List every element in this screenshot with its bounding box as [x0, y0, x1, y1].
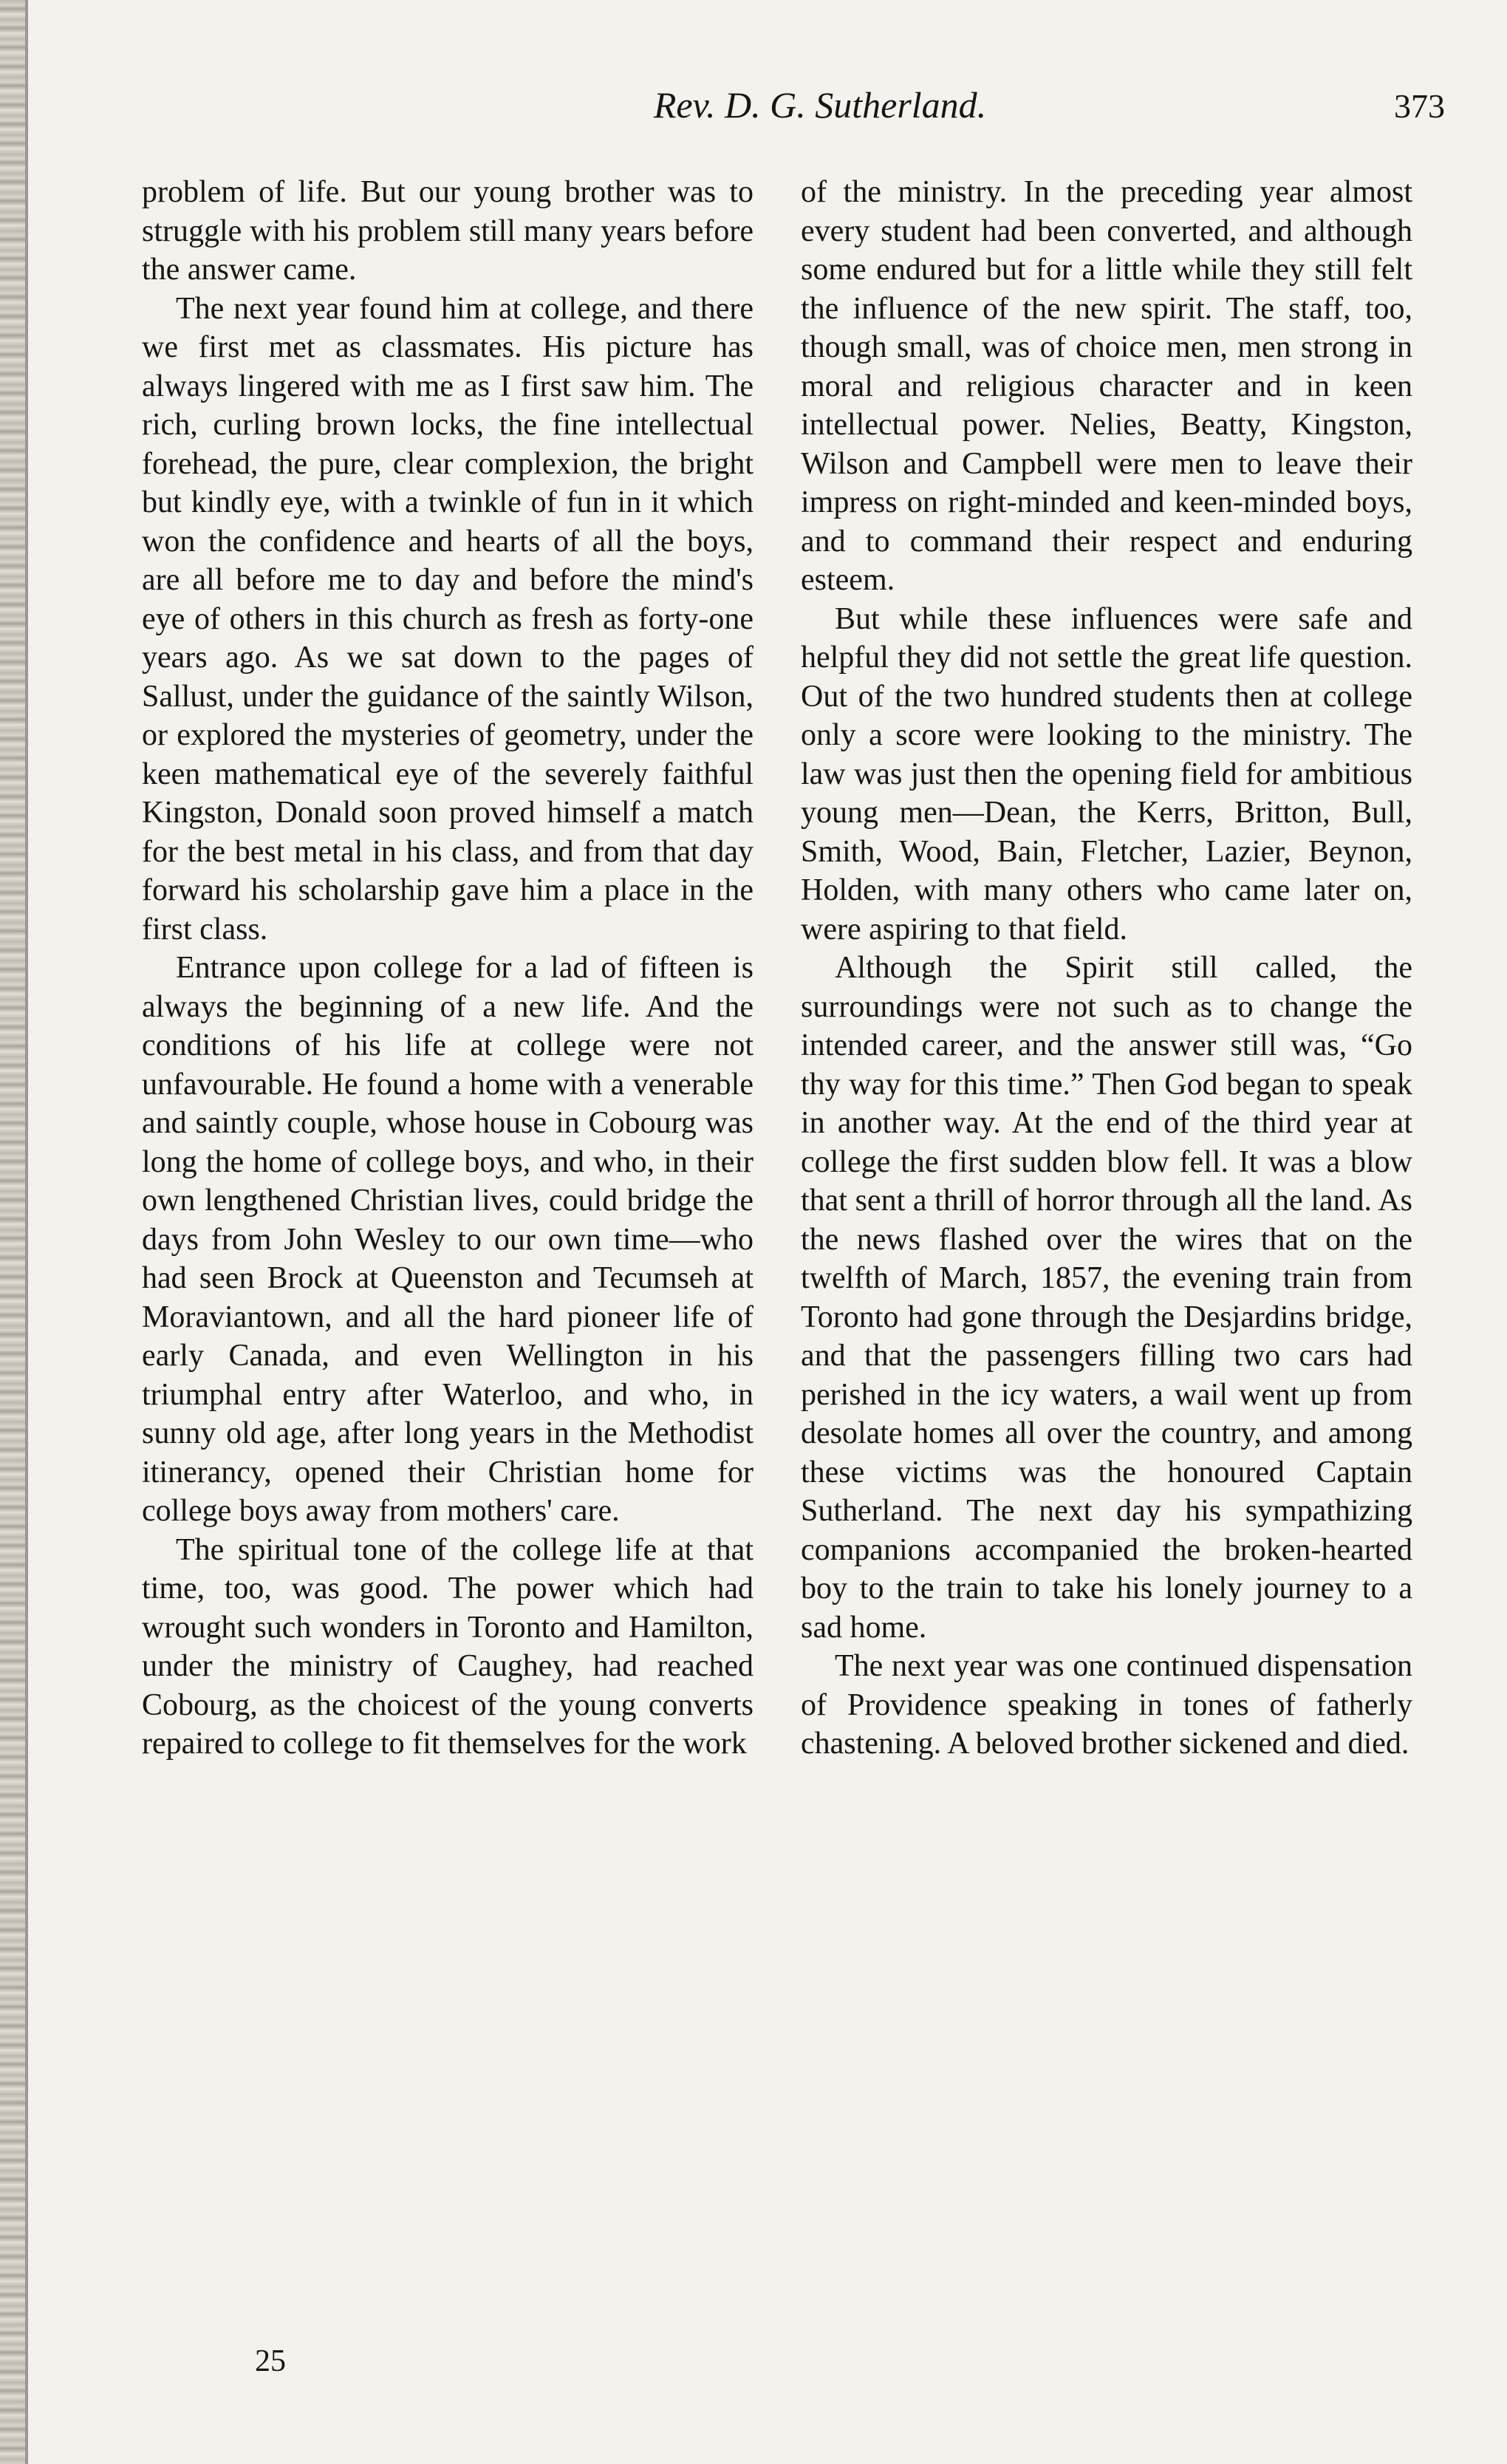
- paragraph: The next year found him at college, and there we first met as classmates. His picture has always lingered with me as I first saw him. The rich, curling brown locks, the fine intellectual forehead, the pure, clear complexion, the bright but kindly eye, with a twinkle of fun in it which won the confidence and hearts of all the boys, are all before me to day and before the mind's eye of others in this church as fresh as forty-one years ago. As we sat down to the pages of Sallust, under the guidance of the saintly Wilson, or explored the mysteries of geometry, under the keen mathematical eye of the severely faithful Kingston, Donald soon proved himself a match for the best metal in his class, and from that day forward his scholarship gave him a place in the first class.: [142, 291, 754, 946]
- paragraph: Entrance upon college for a lad of fifteen is always the beginning of a new life. And the conditions of his life at college were not unfavourable. He found a home with a venerable and saintly couple, whose house in Cobourg was long the home of college boys, and who, in their own lengthened Christian lives, could bridge the days from John Wesley to our own time—who had seen Brock at Queenston and Tecumseh at Moraviantown, and all the hard pioneer life of early Canada, and even Wellington in his triumphal entry after Waterloo, and who, in sunny old age, after long years in the Methodist itinerancy, opened their Christian home for college boys away from mothers' care.: [142, 951, 754, 1528]
- paragraph: But while these influences were safe and helpful they did not settle the great life question. Out of the two hundred students then at college only a score were looking to the ministry. The law was just then the opening field for ambitious young men—Dean, the Kerrs, Britton, Bull, Smith, Wood, Bain, Fletcher, Lazier, Beynon, Holden, with many others who came later on, were aspiring to that field.: [801, 601, 1412, 946]
- signature-mark: 25: [255, 2344, 286, 2378]
- paragraph: The spiritual tone of the college life at that time, too, was good. The power which had wrought such wonders in Toronto and Hamilton, under the ministry of Caughey, had reached Cobourg, as the choicest of the young converts repaired to college to fit themselves for the work: [142, 1532, 754, 1761]
- page-number: 373: [1394, 87, 1445, 125]
- right-column: [801, 173, 1412, 1764]
- paragraph: problem of life. But our young brother was to struggle with his problem still many years before the answer came.: [142, 175, 754, 287]
- left-column: [142, 173, 754, 1764]
- paragraph: The next year was one continued dispensation of Providence speaking in tones of fatherly chastening. A beloved brother sickened and died.: [801, 1649, 1412, 1761]
- binding-rule: [25, 0, 28, 2464]
- binding-edge: [0, 0, 25, 2464]
- paragraph: of the ministry. In the preceding year almost every student had been converted, and although some endured but for a little while they still felt the influence of the new spirit. The staff, too, though small, was of choice men, men strong in moral and religious character and in keen intellectual power. Nelies, Beatty, Kingston, Wilson and Campbell were men to leave their impress on right-minded and keen-minded boys, and to command their respect and enduring esteem.: [801, 175, 1412, 597]
- paragraph: Although the Spirit still called, the surroundings were not such as to change the intended career, and the answer still was, “Go thy way for this time.” Then God began to speak in another way. At the end of the third year at college the first sudden blow fell. It was a blow that sent a thrill of horror through all the land. As the news flashed over the wires that on the twelfth of March, 1857, the evening train from Toronto had gone through the Desjardins bridge, and that the passengers filling two cars had perished in the icy waters, a wail went up from desolate homes all over the country, and among these victims was the honoured Captain Sutherland. The next day his sympathizing companions accompanied the broken-hearted boy to the train to take his lonely journey to a sad home.: [801, 951, 1412, 1645]
- running-head: Rev. D. G. Sutherland.: [653, 84, 987, 126]
